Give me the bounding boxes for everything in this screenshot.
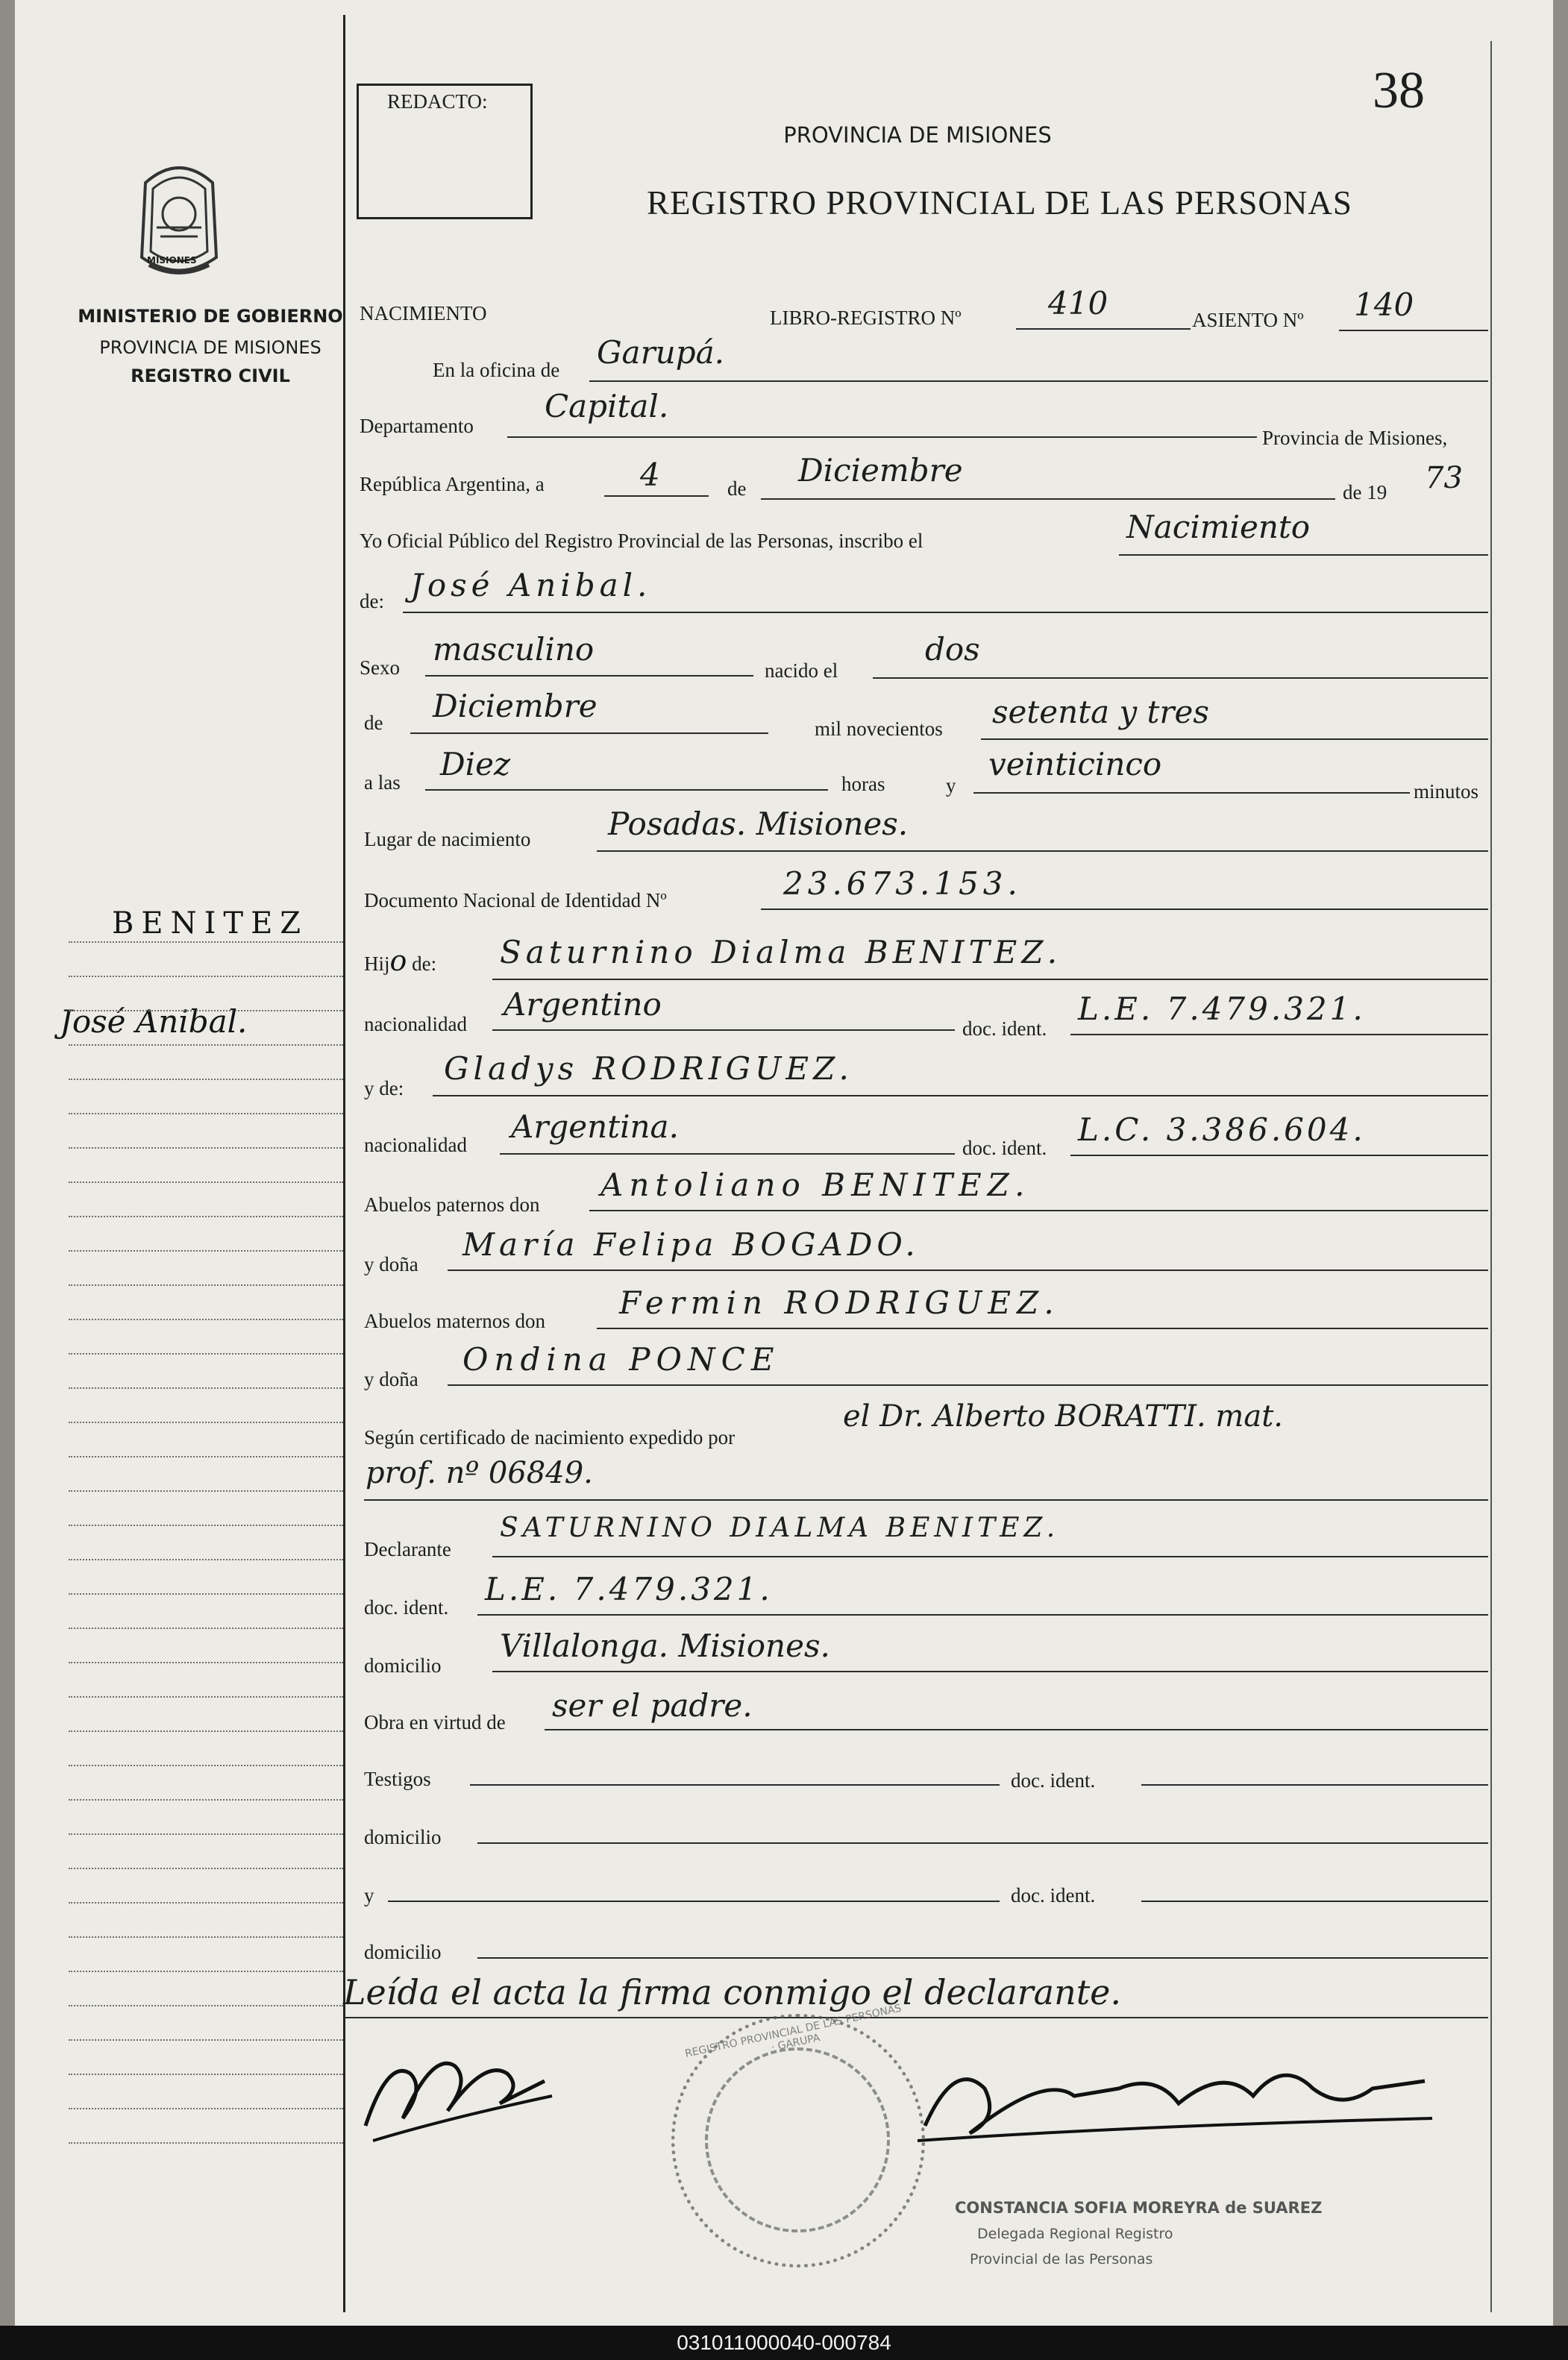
segun-value: el Dr. Alberto BORATTI. mat. [843,1399,1283,1434]
libro-line [1016,328,1191,330]
oficina-line [589,380,1488,382]
declarante-line [492,1556,1488,1557]
margin-dotted-line [69,2074,343,2075]
redacto-box [357,84,533,219]
provincial-seal-icon [127,153,231,287]
testigo2-doc-label: doc. ident. [1011,1884,1096,1906]
obra-value: ser el padre. [552,1687,753,1724]
page-number: 38 [1373,62,1425,119]
margin-dotted-line [69,1010,343,1011]
oficina-value: Garupá. [597,334,724,371]
testigo-line [470,1784,1000,1786]
y-label: y [946,774,956,797]
y-de-label: y de: [364,1077,404,1099]
domicilio3-line [477,1957,1488,1959]
stamp-inner-ring [705,2047,890,2232]
dia-value: 4 [640,456,660,493]
domicilio-line [492,1671,1488,1672]
nombre-value: José Anibal. [410,567,652,603]
departamento-line [507,436,1257,438]
obra-label: Obra en virtud de [364,1711,506,1733]
left-margin-rule [343,15,345,2312]
y-dona-pat-label: y doña [364,1253,418,1275]
domicilio2-line [477,1842,1488,1844]
segun-line2 [364,1499,1488,1501]
declarante-label: Declarante [364,1538,451,1560]
margin-dotted-line [69,2039,343,2041]
certificate-page [15,0,1553,2326]
doc-decl-value: L.E. 7.479.321. [485,1571,773,1607]
margin-dotted-line [69,1284,343,1286]
testigos-label: Testigos [364,1768,431,1790]
mil-line [981,738,1488,740]
segun-label: Según certificado de nacimiento expedido por [364,1426,736,1449]
declarant-signature [358,2029,567,2148]
registro-civil-label: REGISTRO CIVIL [131,365,290,386]
margin-dotted-line [69,1216,343,1217]
nacido-line [873,677,1488,679]
abuelo-pat-line [589,1210,1488,1211]
mes-value: Diciembre [798,452,963,489]
dni-label: Documento Nacional de Identidad Nº [364,889,667,911]
mes-line [761,498,1335,500]
seal-label: MISIONES [147,255,197,266]
de2-label: de [364,712,383,734]
margin-dotted-line [69,1525,343,1526]
mes2-value: Diciembre [433,688,598,724]
margin-dotted-line [69,1147,343,1149]
dia-line [604,495,709,497]
margin-dotted-line [69,1079,343,1080]
margin-dotted-line [69,2005,343,2006]
domicilio-value: Villalonga. Misiones. [500,1628,830,1664]
nac-padre-value: Argentino [504,986,662,1023]
oficina-label: En la oficina de [433,359,560,381]
leida-value: Leída el acta la firma conmigo el declarante. [343,1972,1122,2012]
nac-madre-value: Argentina. [511,1108,679,1145]
doc-padre-line [1070,1034,1488,1035]
margin-dotted-line [69,2108,343,2109]
nac-madre-line [500,1153,955,1155]
stamp-line1: CONSTANCIA SOFIA MOREYRA de SUAREZ [955,2199,1323,2217]
yo-oficial-label: Yo Oficial Público del Registro Provincial de las Personas, inscribo el [360,530,923,552]
segun-value2: prof. nº 06849. [366,1456,593,1490]
minutos-label: minutos [1414,780,1479,803]
margin-dotted-line [69,1833,343,1835]
provincia-misiones-label: Provincia de Misiones, [1262,427,1448,449]
abuela-pat-line [448,1270,1488,1271]
margin-given-names: José Anibal. [60,1003,248,1040]
dni-line [761,908,1488,910]
abuelos-mat-label: Abuelos maternos don [364,1310,545,1332]
dni-value: 23.673.153. [783,865,1022,902]
abuelo-mat-value: Fermin RODRIGUEZ. [619,1284,1060,1321]
margin-dotted-line [69,1799,343,1801]
nacido-label: nacido el [765,659,838,682]
testigo-doc-label: doc. ident. [1011,1769,1096,1792]
margin-dotted-line [69,1628,343,1629]
horas-line [425,789,828,791]
asiento-value: 140 [1354,286,1414,323]
horas-label: horas [841,773,885,795]
header-provincia: PROVINCIA DE MISIONES [783,122,1052,148]
libro-value: 410 [1048,285,1108,321]
nombre-line [403,612,1488,613]
madre-value: Gladys RODRIGUEZ. [444,1050,853,1087]
madre-line [433,1095,1488,1096]
lugar-value: Posadas. Misiones. [608,806,909,842]
header-registro: REGISTRO PROVINCIAL DE LAS PERSONAS [647,184,1352,222]
nac-padre-line [492,1029,955,1031]
doc-madre-value: L.C. 3.386.604. [1078,1111,1366,1148]
hijo-suffix: o [389,944,407,977]
libro-label: LIBRO-REGISTRO Nº [770,307,962,329]
margin-dotted-line [69,1387,343,1389]
de-nombre-label: de: [360,590,384,612]
hijo-prefix: Hij [364,953,390,975]
docident-padre-label: doc. ident. [962,1017,1047,1040]
abuela-mat-line [448,1384,1488,1386]
margin-dotted-line [69,941,343,943]
departamento-label: Departamento [360,415,474,437]
official-stamp-seal [671,2002,925,2268]
hijo-label [364,944,436,977]
margin-dotted-line [69,1696,343,1698]
doc-madre-line [1070,1155,1488,1156]
margin-dotted-line [69,1250,343,1252]
padre-value: Saturnino Dialma BENITEZ. [500,934,1062,970]
anio-value: 73 [1425,461,1463,495]
de19-label: de 19 [1343,481,1387,503]
doc-decl-line [477,1614,1488,1616]
alas-label: a las [364,771,401,794]
margin-dotted-line [69,1422,343,1423]
margin-dotted-line [69,1490,343,1492]
sexo-value: masculino [433,631,595,668]
nacido-value: dos [925,631,980,668]
obra-line [545,1729,1488,1730]
asiento-label: ASIENTO Nº [1192,309,1304,331]
redacto-label: REDACTO: [387,90,488,113]
ministerio-label: MINISTERIO DE GOBIERNO [78,306,343,327]
declarante-value: SATURNINO DIALMA BENITEZ. [500,1513,1060,1543]
margin-dotted-line [69,1971,343,1972]
margin-dotted-line [69,1730,343,1732]
departamento-value: Capital. [545,388,669,424]
lugar-line [597,850,1488,852]
margin-dotted-line [69,1456,343,1457]
stamp-line2: Delegada Regional Registro [977,2226,1173,2242]
minutos-value: veinticinco [988,746,1162,782]
y2-label: y [364,1884,374,1906]
minutos-line [973,792,1410,794]
y-dona-mat-label: y doña [364,1368,418,1390]
margin-dotted-line [69,1113,343,1114]
margin-dotted-line [69,1044,343,1046]
inscribo-line [1119,554,1488,556]
mil-label: mil novecientos [815,718,943,740]
leida-line [343,2017,1488,2018]
margin-dotted-line [69,1559,343,1560]
doc-decl-label: doc. ident. [364,1596,449,1619]
padre-line [492,979,1488,980]
margin-dotted-line [69,1662,343,1663]
provincia-label: PROVINCIA DE MISIONES [99,337,322,358]
mes2-line [410,732,768,734]
margin-dotted-line [69,1353,343,1355]
right-margin-rule [1490,41,1492,2312]
domicilio2-label: domicilio [364,1826,442,1848]
margin-dotted-line [69,1593,343,1595]
abuela-mat-value: Ondina PONCE [462,1341,780,1378]
footer-code: 031011000040-000784 [0,2326,1568,2360]
margin-dotted-line [69,1765,343,1766]
republica-label: República Argentina, a [360,473,545,495]
nacionalidad-padre-label: nacionalidad [364,1013,467,1035]
stamp-line3: Provincial de las Personas [970,2251,1153,2268]
margin-dotted-line [69,1181,343,1183]
testigo2-doc-line [1141,1901,1488,1902]
nacionalidad-madre-label: nacionalidad [364,1134,467,1156]
abuelo-mat-line [597,1328,1488,1329]
stamp-ring-text: REGISTRO PROVINCIAL DE LAS PERSONAS · GARUPA [683,2002,903,2060]
nacimiento-label: NACIMIENTO [360,302,487,324]
lugar-label: Lugar de nacimiento [364,828,531,850]
margin-dotted-line [69,1319,343,1320]
sexo-line [425,675,753,677]
testigo2-line [388,1901,1000,1902]
domicilio-label: domicilio [364,1654,442,1677]
margin-dotted-line [69,1902,343,1904]
abuela-pat-value: María Felipa BOGADO. [462,1226,920,1263]
domicilio3-label: domicilio [364,1941,442,1963]
de-label: de [727,477,747,500]
margin-dotted-line [69,2142,343,2144]
margin-dotted-line [69,1936,343,1938]
margin-dotted-line [69,976,343,977]
sexo-label: Sexo [360,656,400,679]
mil-value: setenta y tres [992,694,1209,730]
horas-value: Diez [440,746,511,782]
hijo-de-label: de: [412,953,437,975]
abuelos-pat-label: Abuelos paternos don [364,1193,540,1216]
docident-madre-label: doc. ident. [962,1137,1047,1159]
official-signature [910,2044,1447,2156]
inscribo-value: Nacimiento [1126,509,1311,545]
margin-surname: BENITEZ [112,906,309,941]
margin-dotted-line [69,1868,343,1869]
testigo-doc-line [1141,1784,1488,1786]
asiento-line [1339,330,1488,331]
abuelo-pat-value: Antoliano BENITEZ. [600,1167,1031,1203]
doc-padre-value: L.E. 7.479.321. [1078,991,1366,1027]
